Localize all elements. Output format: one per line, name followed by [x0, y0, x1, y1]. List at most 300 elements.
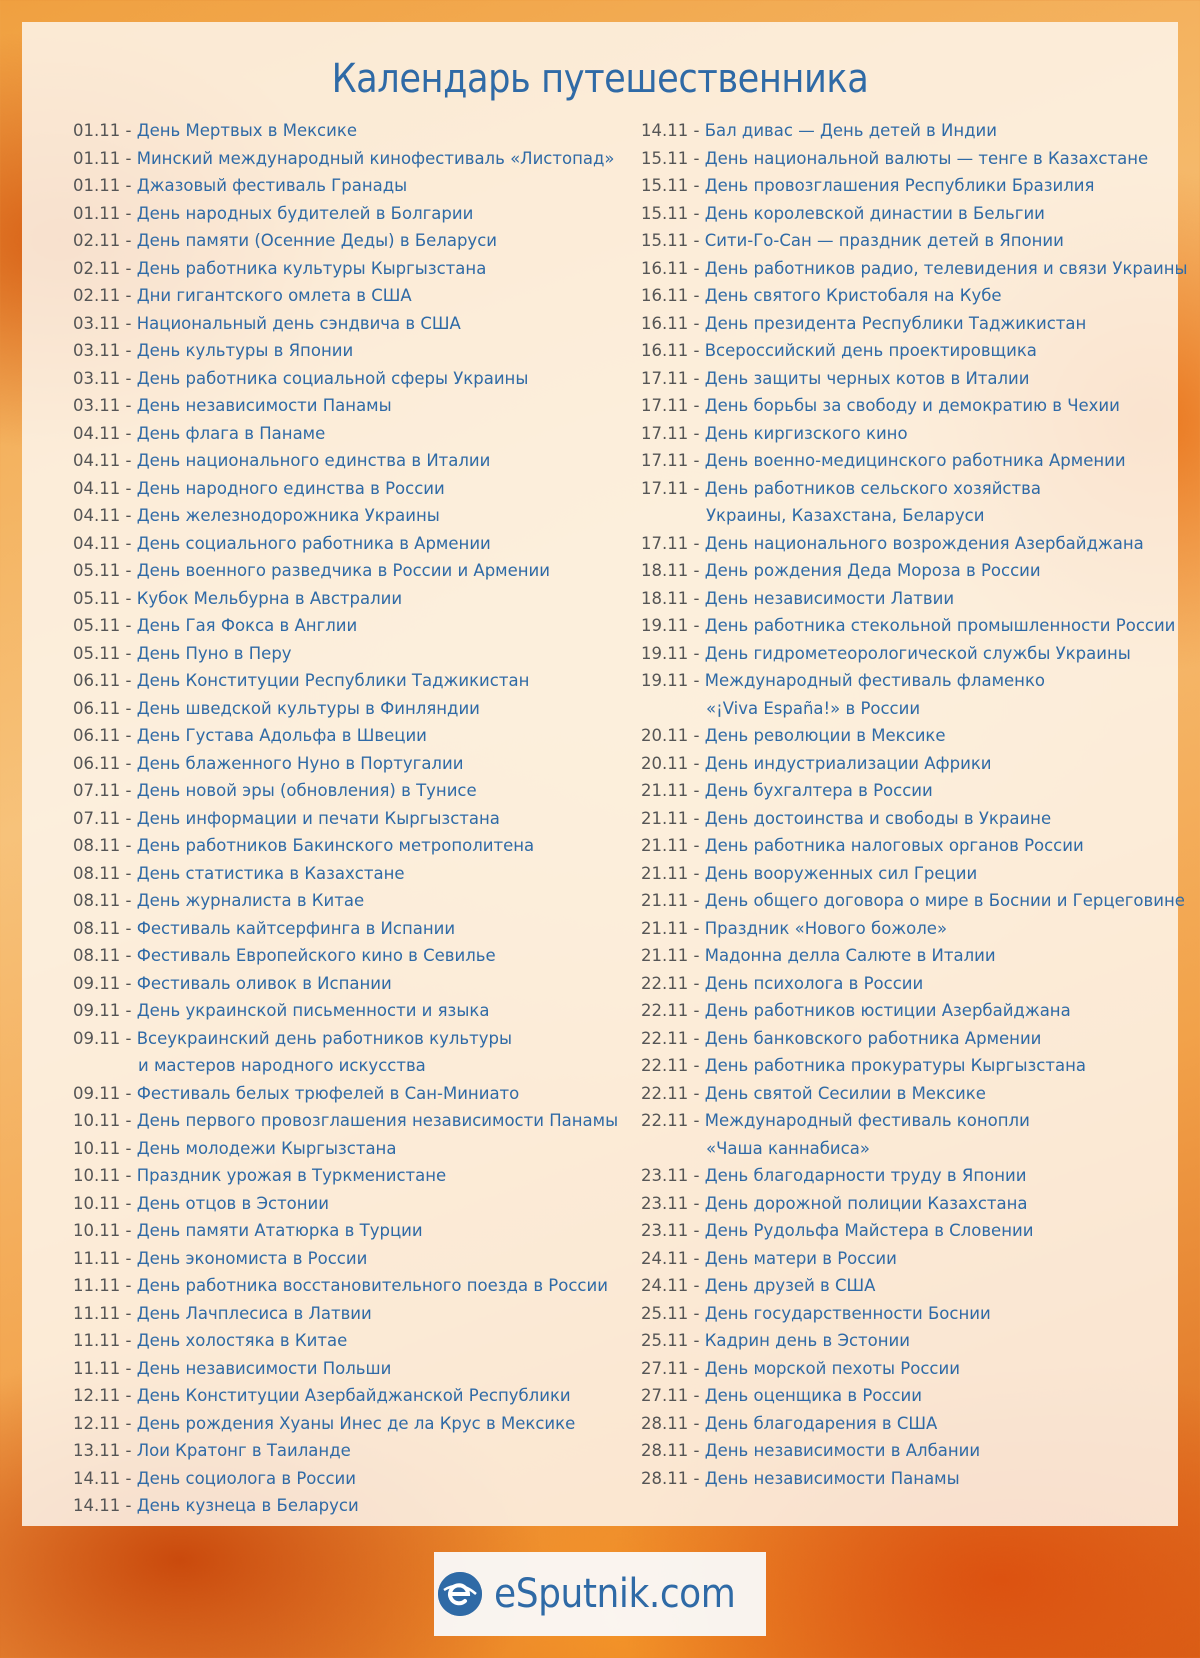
event-date: 17.11	[641, 423, 689, 443]
event-item	[73, 1300, 633, 1328]
event-title: День Гая Фокса в Англии	[136, 616, 358, 635]
event-date: 16.11	[641, 286, 689, 305]
event-separator: -	[688, 946, 705, 965]
event-date: 21.11	[641, 918, 689, 938]
event-item	[641, 722, 1200, 750]
event-date: 17.11	[641, 368, 689, 388]
event-date: 09.11	[73, 1001, 121, 1020]
event-item	[641, 1107, 1200, 1162]
event-title: День флага в Панаме	[136, 423, 326, 443]
event-item	[73, 502, 633, 530]
event-item	[73, 1245, 633, 1273]
event-separator: -	[120, 808, 137, 828]
event-item	[641, 1300, 1200, 1328]
event-date: 20.11	[641, 726, 689, 745]
event-date: 11.11	[73, 1248, 121, 1268]
event-separator: -	[120, 918, 137, 938]
event-item	[73, 832, 633, 860]
event-date: 08.11	[73, 918, 121, 938]
event-item	[641, 1025, 1200, 1053]
event-separator: -	[688, 121, 705, 140]
event-date: 21.11	[641, 836, 689, 855]
event-title: День новой эры (обновления) в Тунисе	[136, 781, 477, 800]
event-date: 23.11	[641, 1221, 689, 1240]
event-date: 12.11	[73, 1413, 121, 1433]
event-item	[73, 1272, 633, 1300]
event-item	[73, 915, 633, 943]
event-separator: -	[688, 588, 705, 608]
event-item	[641, 887, 1200, 915]
event-title: Сити-Го-Сан — праздник детей в Японии	[704, 231, 1064, 250]
event-date: 11.11	[73, 1276, 121, 1295]
event-date: 10.11	[73, 1138, 121, 1158]
event-item	[73, 337, 633, 365]
event-separator: -	[120, 1028, 137, 1048]
event-title: День независимости Латвии	[704, 588, 955, 608]
event-title: Всероссийский день проектировщика	[704, 341, 1037, 360]
event-date: 22.11	[641, 973, 689, 993]
event-date: 08.11	[73, 891, 121, 910]
event-title: Кубок Мельбурна в Австралии	[136, 588, 403, 608]
event-title: День независимости в Албании	[704, 1441, 981, 1460]
event-date: 05.11	[73, 643, 121, 663]
event-date: 14.11	[641, 121, 689, 140]
event-separator: -	[120, 1248, 137, 1268]
event-title: День отцов в Эстонии	[136, 1193, 330, 1213]
event-separator: -	[120, 1468, 137, 1488]
event-title: День банковского работника Армении	[704, 1028, 1042, 1048]
event-item	[73, 860, 633, 888]
event-title: День военно-медицинского работника Армении	[704, 451, 1126, 470]
event-separator: -	[120, 643, 137, 663]
event-separator: -	[688, 918, 705, 938]
event-date: 03.11	[73, 341, 121, 360]
event-title: День кузнеца в Беларуси	[136, 1496, 359, 1515]
event-title: День культуры в Японии	[136, 341, 354, 360]
event-item	[73, 447, 633, 475]
event-separator: -	[120, 1001, 137, 1020]
event-separator: -	[120, 423, 137, 443]
event-separator: -	[688, 1221, 705, 1240]
event-title: Фестиваль кайтсерфинга в Испании	[136, 918, 456, 938]
event-separator: -	[688, 368, 705, 388]
event-date: 07.11	[73, 808, 121, 828]
event-date: 09.11	[73, 1028, 121, 1048]
event-separator: -	[120, 863, 137, 883]
event-title: День независимости Панамы	[136, 396, 392, 415]
event-item	[73, 1080, 633, 1108]
event-date: 28.11	[641, 1441, 689, 1460]
event-item	[641, 200, 1200, 228]
event-separator: -	[120, 1166, 137, 1185]
event-title: День вооруженных сил Греции	[704, 863, 978, 883]
event-title: Праздник урожая в Туркменистане	[136, 1166, 447, 1185]
event-item	[73, 722, 633, 750]
event-separator: -	[120, 1331, 137, 1350]
event-title: Минский международный кинофестиваль «Листопад»	[136, 148, 615, 168]
event-separator: -	[120, 781, 137, 800]
event-item	[73, 750, 633, 778]
event-title: День статистика в Казахстане	[136, 863, 405, 883]
event-date: 21.11	[641, 946, 689, 965]
event-item	[641, 172, 1200, 200]
event-separator: -	[688, 1331, 705, 1350]
event-date: 14.11	[73, 1496, 121, 1515]
event-item	[73, 1190, 633, 1218]
event-title: День защиты черных котов в Италии	[704, 368, 1030, 388]
event-item	[641, 1272, 1200, 1300]
event-date: 11.11	[73, 1358, 121, 1378]
event-date: 20.11	[641, 753, 689, 773]
event-item	[73, 1355, 633, 1383]
event-item	[73, 1437, 633, 1465]
event-item	[73, 1107, 633, 1135]
event-title: День независимости Польши	[136, 1358, 392, 1378]
event-date: 05.11	[73, 588, 121, 608]
event-date: 09.11	[73, 973, 121, 993]
event-item	[73, 365, 633, 393]
event-title-continuation: «¡Viva España!» в России	[706, 698, 921, 718]
event-item	[641, 805, 1200, 833]
event-separator: -	[688, 1468, 705, 1488]
event-title: День национального единства в Италии	[136, 451, 491, 470]
event-date: 04.11	[73, 478, 121, 498]
event-item	[73, 1135, 633, 1163]
event-separator: -	[688, 396, 705, 415]
event-separator: -	[120, 1138, 137, 1158]
event-separator: -	[688, 561, 705, 580]
event-title: День гидрометеорологической службы Украины	[704, 643, 1131, 663]
event-separator: -	[120, 891, 137, 910]
event-title: День Пуно в Перу	[136, 643, 292, 663]
event-separator: -	[688, 1056, 705, 1075]
event-title: День бухгалтера в России	[704, 781, 933, 800]
event-separator: -	[120, 588, 137, 608]
esputnik-logo-icon	[438, 1572, 482, 1616]
event-title: Бал дивас — День детей в Индии	[704, 121, 997, 140]
event-title: День Конституции Республики Таджикистан	[136, 671, 530, 690]
event-title: Национальный день сэндвича в США	[136, 313, 461, 333]
event-title: День журналиста в Китае	[136, 891, 365, 910]
event-title: День шведской культуры в Финляндии	[136, 698, 480, 718]
event-separator: -	[688, 1386, 705, 1405]
event-title: День благодарности труду в Японии	[704, 1166, 1027, 1185]
event-title: День благодарения в США	[704, 1413, 938, 1433]
event-separator: -	[120, 973, 137, 993]
event-item	[73, 145, 633, 173]
event-date: 21.11	[641, 863, 689, 883]
event-item	[641, 1410, 1200, 1438]
event-date: 16.11	[641, 258, 689, 278]
event-separator: -	[120, 1441, 137, 1460]
event-item	[641, 1080, 1200, 1108]
event-item	[73, 282, 633, 310]
event-separator: -	[120, 671, 137, 690]
event-item	[73, 805, 633, 833]
event-title: День работников Бакинского метрополитена	[136, 836, 535, 855]
event-date: 11.11	[73, 1331, 121, 1350]
event-title: День святой Сесилии в Мексике	[704, 1083, 986, 1103]
event-date: 22.11	[641, 1001, 689, 1020]
event-date: 08.11	[73, 836, 121, 855]
event-date: 09.11	[73, 1083, 121, 1103]
event-item	[641, 557, 1200, 585]
event-title: День работников юстиции Азербайджана	[704, 1001, 1071, 1020]
event-date: 02.11	[73, 231, 121, 250]
event-date: 24.11	[641, 1248, 689, 1268]
event-separator: -	[688, 1111, 705, 1130]
event-separator: -	[120, 836, 137, 855]
event-separator: -	[120, 396, 137, 415]
event-item	[73, 255, 633, 283]
event-item	[73, 557, 633, 585]
event-item	[73, 887, 633, 915]
event-separator: -	[120, 286, 137, 305]
event-item	[641, 640, 1200, 668]
event-item	[73, 612, 633, 640]
event-title: День памяти (Осенние Деды) в Беларуси	[136, 231, 497, 250]
event-date: 17.11	[641, 533, 689, 553]
event-item	[641, 117, 1200, 145]
event-title: День индустриализации Африки	[704, 753, 992, 773]
event-title: День Конституции Азербайджанской Республики	[136, 1386, 571, 1405]
event-date: 04.11	[73, 451, 121, 470]
event-date: 15.11	[641, 148, 689, 168]
event-title: Мадонна делла Салюте в Италии	[704, 946, 996, 965]
event-separator: -	[688, 203, 705, 223]
event-date: 04.11	[73, 423, 121, 443]
event-title: Дни гигантского омлета в США	[136, 286, 412, 305]
event-item	[73, 585, 633, 613]
event-item	[73, 1382, 633, 1410]
event-item	[73, 667, 633, 695]
event-title: День дорожной полиции Казахстана	[704, 1193, 1028, 1213]
event-title: День информации и печати Кыргызстана	[136, 808, 500, 828]
event-item	[73, 392, 633, 420]
event-item	[641, 1355, 1200, 1383]
event-title: Кадрин день в Эстонии	[704, 1331, 910, 1350]
event-title: День военного разведчика в России и Армении	[136, 561, 551, 580]
event-title: Международный фестиваль фламенко	[704, 671, 1046, 690]
event-item	[641, 420, 1200, 448]
event-title: День работников сельского хозяйства	[704, 478, 1041, 498]
event-date: 10.11	[73, 1166, 121, 1185]
event-title: День работников радио, телевидения и связи Украины	[704, 258, 1188, 278]
event-separator: -	[688, 726, 705, 745]
event-date: 18.11	[641, 561, 689, 580]
event-date: 01.11	[73, 148, 121, 168]
event-date: 10.11	[73, 1111, 121, 1130]
event-title: Фестиваль Европейского кино в Севилье	[136, 946, 496, 965]
event-separator: -	[688, 863, 705, 883]
event-title: День королевской династии в Бельгии	[704, 203, 1045, 223]
event-date: 27.11	[641, 1358, 689, 1378]
event-item	[641, 915, 1200, 943]
event-separator: -	[120, 616, 137, 635]
event-item	[641, 1245, 1200, 1273]
event-item	[73, 1025, 633, 1080]
event-title: День работника прокуратуры Кыргызстана	[704, 1056, 1086, 1075]
event-title: День провозглашения Республики Бразилия	[704, 176, 1095, 195]
event-title: День социолога в России	[136, 1468, 356, 1488]
event-separator: -	[120, 1496, 137, 1515]
event-separator: -	[688, 1441, 705, 1460]
event-item	[641, 1327, 1200, 1355]
event-separator: -	[120, 258, 137, 278]
event-date: 25.11	[641, 1331, 689, 1350]
event-date: 07.11	[73, 781, 121, 800]
right-event-list	[641, 117, 1200, 1492]
event-title: День рождения Деда Мороза в России	[704, 561, 1041, 580]
event-item	[641, 667, 1200, 722]
event-item	[641, 310, 1200, 338]
event-title: День работника восстановительного поезда в России	[136, 1276, 608, 1295]
event-item	[73, 420, 633, 448]
event-date: 10.11	[73, 1221, 121, 1240]
event-item	[641, 530, 1200, 558]
event-separator: -	[688, 1413, 705, 1433]
event-title: Джазовый фестиваль Гранады	[136, 176, 408, 195]
event-title: День экономиста в России	[136, 1248, 368, 1268]
event-separator: -	[120, 313, 137, 333]
event-separator: -	[688, 671, 705, 690]
event-separator: -	[688, 533, 705, 553]
brand-name: eSputnik.com	[493, 1571, 736, 1617]
event-title: Фестиваль белых трюфелей в Сан-Миниато	[136, 1083, 520, 1103]
event-item	[641, 1190, 1200, 1218]
event-title: День психолога в России	[704, 973, 924, 993]
event-separator: -	[120, 1413, 137, 1433]
event-date: 21.11	[641, 891, 689, 910]
event-date: 17.11	[641, 478, 689, 498]
event-separator: -	[120, 451, 137, 470]
event-item	[73, 530, 633, 558]
event-title: День украинской письменности и языка	[136, 1001, 490, 1020]
event-separator: -	[688, 286, 705, 305]
event-item	[73, 172, 633, 200]
event-title: День Мертвых в Мексике	[136, 121, 357, 140]
event-separator: -	[120, 1111, 137, 1130]
event-title: День морской пехоты России	[704, 1358, 960, 1378]
event-item	[641, 970, 1200, 998]
event-title-continuation: и мастеров народного искусства	[138, 1056, 426, 1075]
event-date: 02.11	[73, 286, 121, 305]
event-item	[641, 1437, 1200, 1465]
event-item	[641, 1382, 1200, 1410]
event-item	[73, 117, 633, 145]
event-title: День национального возрождения Азербайджана	[704, 533, 1144, 553]
event-date: 06.11	[73, 671, 121, 690]
event-date: 21.11	[641, 808, 689, 828]
event-item	[73, 695, 633, 723]
event-separator: -	[688, 231, 705, 250]
event-item	[73, 777, 633, 805]
event-date: 21.11	[641, 781, 689, 800]
event-title: Фестиваль оливок в Испании	[136, 973, 392, 993]
event-item	[73, 200, 633, 228]
event-item	[641, 447, 1200, 475]
event-date: 27.11	[641, 1386, 689, 1405]
event-title: Международный фестиваль конопли	[704, 1111, 1030, 1130]
event-date: 16.11	[641, 341, 689, 360]
event-separator: -	[688, 451, 705, 470]
event-date: 01.11	[73, 203, 121, 223]
event-separator: -	[688, 341, 705, 360]
calendar-panel	[22, 22, 1188, 1526]
brand-logo[interactable]	[434, 1552, 766, 1636]
event-title: День президента Республики Таджикистан	[704, 313, 1087, 333]
event-separator: -	[688, 1358, 705, 1378]
event-date: 18.11	[641, 588, 689, 608]
event-item	[641, 255, 1200, 283]
event-title: День национальной валюты — тенге в Казахстане	[704, 148, 1149, 168]
event-date: 06.11	[73, 698, 121, 718]
event-title: День святого Кристобаля на Кубе	[704, 286, 1002, 305]
event-item	[73, 1217, 633, 1245]
event-item	[641, 612, 1200, 640]
event-title: День молодежи Кыргызстана	[136, 1138, 397, 1158]
left-event-list	[73, 117, 633, 1520]
event-title: День Густава Адольфа в Швеции	[136, 726, 427, 745]
event-title: День первого провозглашения независимости Панамы	[136, 1111, 619, 1130]
event-separator: -	[688, 423, 705, 443]
event-separator: -	[120, 148, 137, 168]
event-title: День народного единства в России	[136, 478, 445, 498]
event-title: День работника налоговых органов России	[704, 836, 1084, 855]
event-separator: -	[688, 836, 705, 855]
event-date: 04.11	[73, 506, 121, 525]
event-title: День общего договора о мире в Боснии и Герцеговине	[704, 891, 1185, 910]
event-separator: -	[120, 478, 137, 498]
event-date: 13.11	[73, 1441, 121, 1460]
event-separator: -	[120, 506, 137, 525]
event-date: 12.11	[73, 1386, 121, 1405]
event-item	[73, 1327, 633, 1355]
event-date: 17.11	[641, 451, 689, 470]
event-separator: -	[688, 891, 705, 910]
event-item	[641, 337, 1200, 365]
event-separator: -	[688, 313, 705, 333]
event-title: День друзей в США	[704, 1276, 876, 1295]
event-title: День достоинства и свободы в Украине	[704, 808, 1052, 828]
event-title: День Лачплесиса в Латвии	[136, 1303, 372, 1323]
event-date: 03.11	[73, 368, 121, 388]
event-separator: -	[688, 258, 705, 278]
event-date: 15.11	[641, 203, 689, 223]
event-item	[641, 227, 1200, 255]
event-separator: -	[120, 726, 137, 745]
event-item	[641, 365, 1200, 393]
event-separator: -	[688, 1001, 705, 1020]
event-separator: -	[688, 1193, 705, 1213]
event-item	[73, 310, 633, 338]
event-title: День памяти Ататюрка в Турции	[136, 1221, 423, 1240]
event-date: 19.11	[641, 643, 689, 663]
event-item	[641, 145, 1200, 173]
event-separator: -	[688, 781, 705, 800]
event-separator: -	[688, 1248, 705, 1268]
event-title: День революции в Мексике	[704, 726, 946, 745]
event-date: 23.11	[641, 1166, 689, 1185]
event-item	[641, 585, 1200, 613]
event-title: День Рудольфа Майстера в Словении	[704, 1221, 1034, 1240]
event-date: 22.11	[641, 1111, 689, 1130]
event-title: День социального работника в Армении	[136, 533, 491, 553]
event-date: 14.11	[73, 1468, 121, 1488]
event-separator: -	[688, 616, 705, 635]
event-item	[73, 475, 633, 503]
event-item	[73, 227, 633, 255]
